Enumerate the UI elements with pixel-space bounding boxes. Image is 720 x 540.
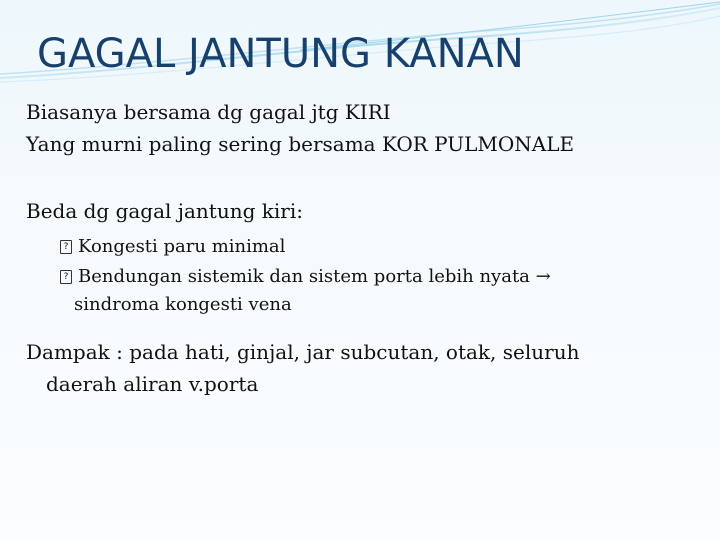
bullet-icon: ?	[60, 270, 72, 284]
bullet-icon: ?	[60, 240, 72, 254]
slide-body	[26, 96, 706, 400]
list-item-text: Bendungan sistemik dan sistem porta lebih nyata →	[78, 266, 551, 287]
body-line: Biasanya bersama dg gagal jtg KIRI	[26, 100, 391, 124]
impact-paragraph	[26, 336, 666, 400]
impact-line: Dampak : pada hati, ginjal, jar subcutan, otak, seluruh	[26, 340, 580, 364]
body-line: Beda dg gagal jantung kiri:	[26, 199, 303, 223]
list-item-text: Kongesti paru minimal	[78, 236, 286, 257]
impact-line: daerah aliran v.porta	[46, 372, 259, 396]
body-line: Yang murni paling sering bersama KOR PULMONALE	[26, 132, 575, 156]
list-item	[26, 263, 706, 291]
slide-title: GAGAL JANTUNG KANAN	[37, 31, 524, 77]
list-item	[26, 233, 706, 261]
list-item-continuation	[26, 291, 706, 319]
list-item-text: sindroma kongesti vena	[74, 294, 292, 315]
